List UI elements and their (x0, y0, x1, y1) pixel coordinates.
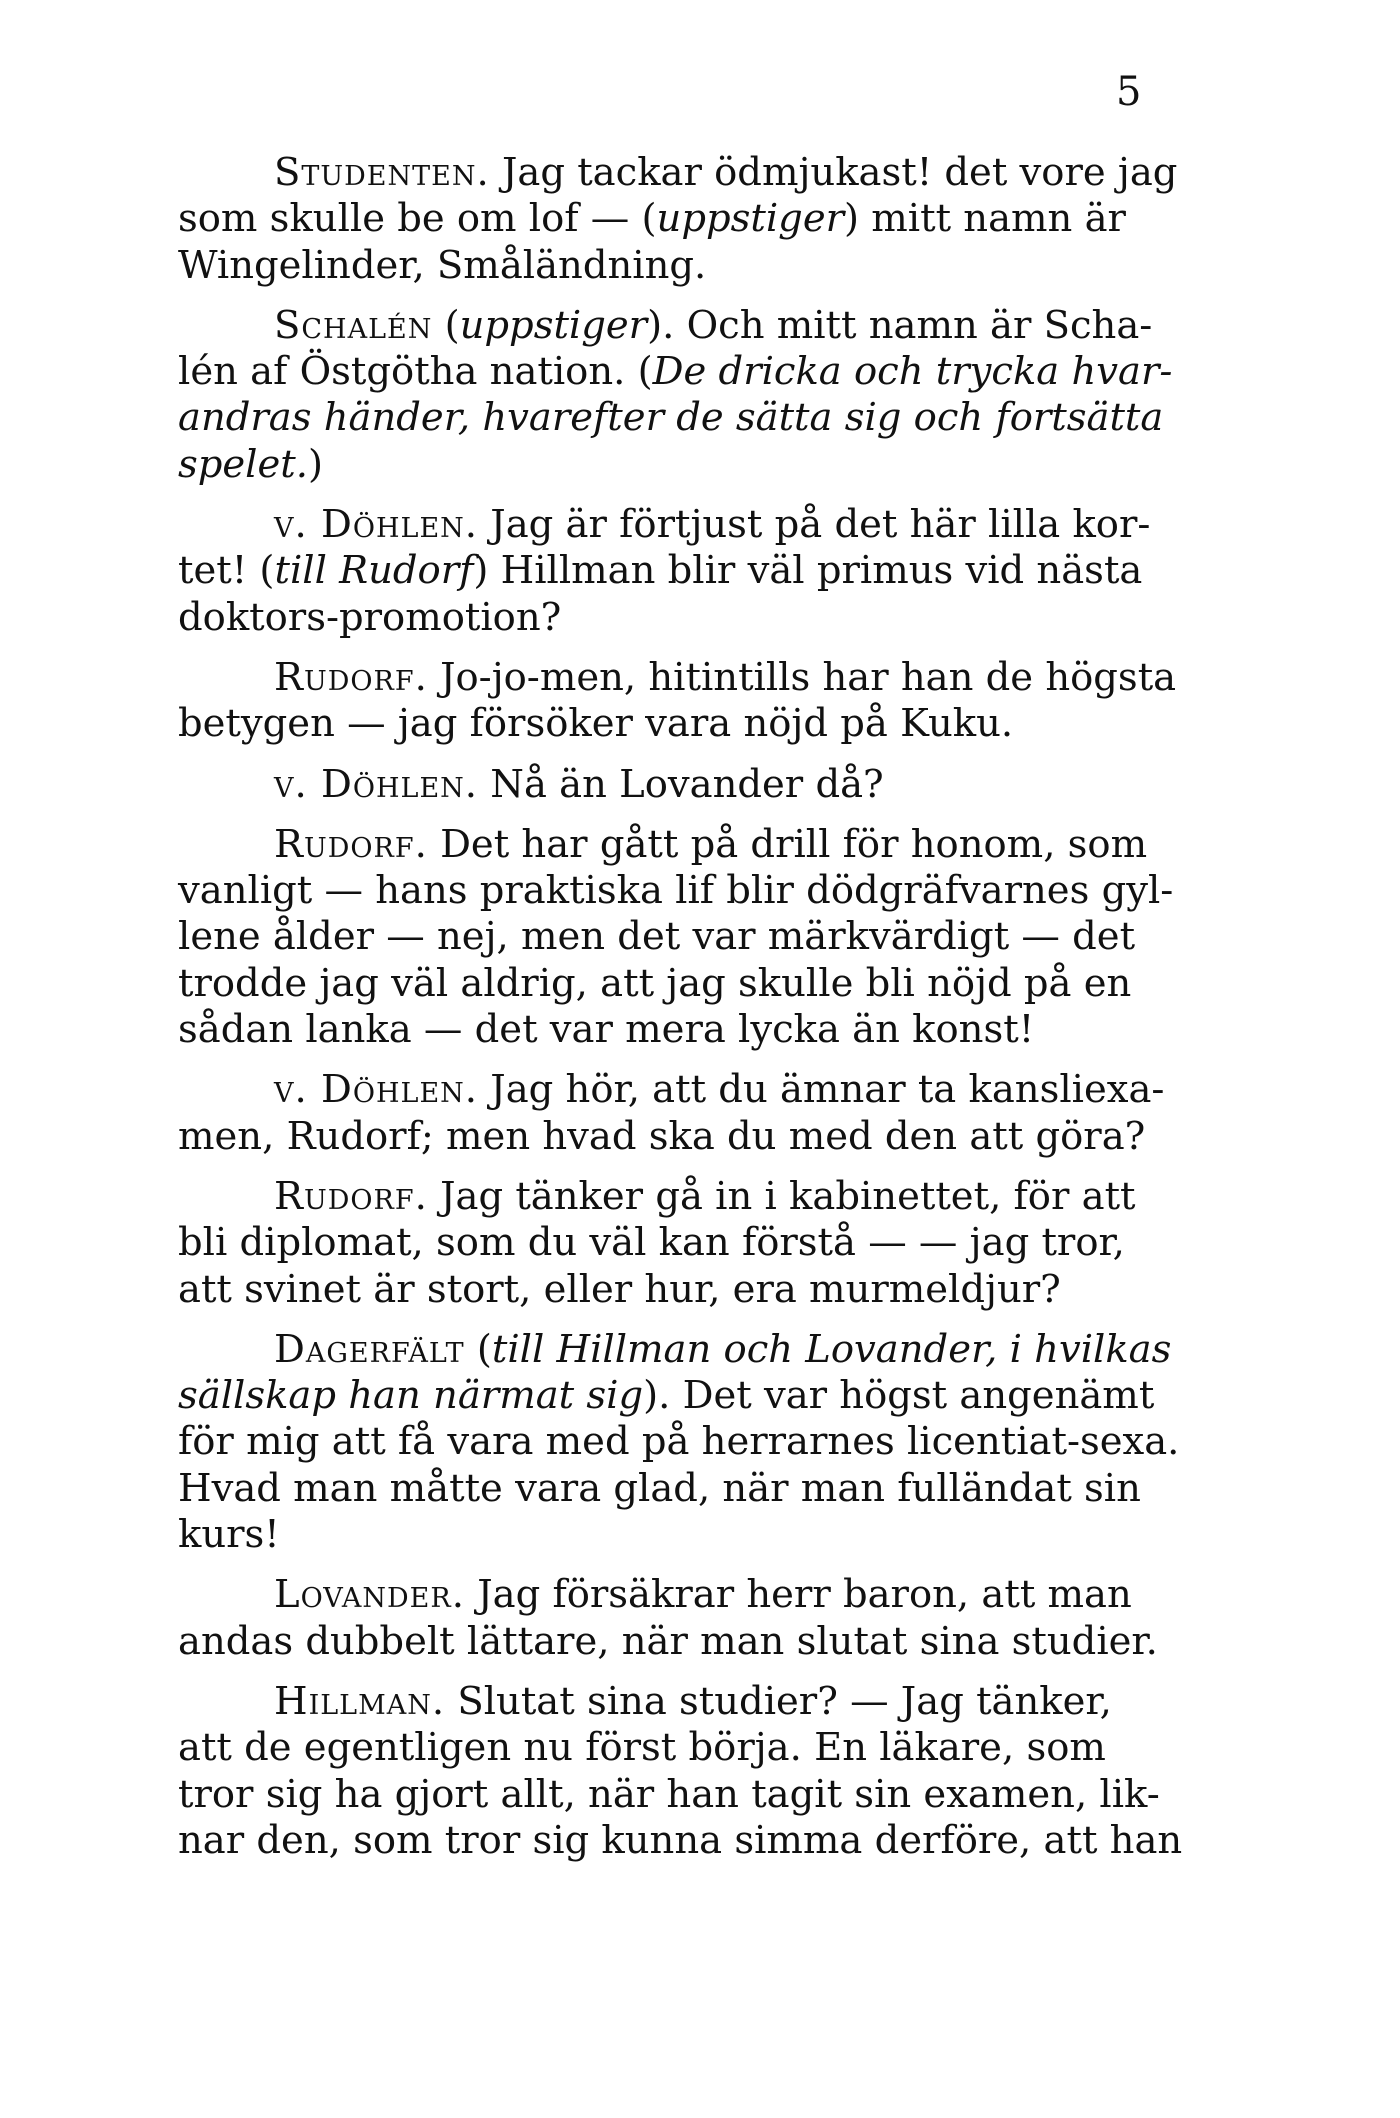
dialogue-text: Nå än Lovander då? (478, 761, 884, 807)
speaker-name: v. Döhlen. (274, 502, 479, 548)
text-line (178, 1007, 1208, 1053)
text-line (178, 1174, 1208, 1220)
text-line (178, 868, 1208, 914)
speech-paragraph (178, 502, 1208, 641)
dialogue-text: vanligt — hans praktiska lif blir dödgräfvarnes gyl- (178, 868, 1174, 914)
dialogue-text: men, Rudorf; men hvad ska du med den att göra? (178, 1113, 1146, 1159)
speaker-name: Lovander. (274, 1572, 465, 1618)
speech-paragraph (178, 822, 1208, 1053)
dialogue-text: betygen — jag försöker vara nöjd på Kuku. (178, 701, 1014, 747)
dialogue-text: Jo-jo-men, hitintills har han de högsta (427, 654, 1177, 700)
stage-direction-text: uppstiger (656, 196, 845, 242)
dialogue-text: ) mitt namn är (844, 196, 1126, 242)
text-line (178, 1725, 1208, 1771)
text-line (178, 1679, 1208, 1725)
dialogue-text: som skulle be om lof — ( (178, 196, 657, 242)
dialogue-text: Jag är förtjust på det här lilla kor- (478, 502, 1151, 548)
dialogue-text: Hvad man måtte vara glad, när man fulländat sin (178, 1465, 1141, 1511)
text-line (178, 196, 1208, 242)
text-line (178, 1267, 1208, 1313)
dialogue-text: Jag tänker gå in i kabinettet, för att (427, 1173, 1136, 1219)
text-line (178, 1327, 1208, 1373)
dialogue-text: doktors-promotion? (178, 594, 562, 640)
speech-paragraph (178, 150, 1208, 289)
text-line (178, 395, 1208, 441)
speech-paragraph (178, 1174, 1208, 1313)
dialogue-text: Det har gått på drill för honom, som (427, 821, 1148, 867)
dialogue-text: Jag tackar ödmjukast! det vore jag (489, 150, 1178, 195)
text-line (178, 762, 1208, 808)
text-line (178, 1772, 1208, 1818)
text-line (178, 548, 1208, 594)
text-line (178, 349, 1208, 395)
dialogue-text: att svinet är stort, eller hur, era murmeldjur? (178, 1266, 1061, 1312)
text-line (178, 502, 1208, 548)
speech-paragraph (178, 1572, 1208, 1665)
dialogue-text: Jag hör, att du ämnar ta kansliexa- (478, 1067, 1165, 1113)
page-body (178, 150, 1208, 1878)
stage-direction-text: sällskap han närmat sig (178, 1373, 644, 1419)
stage-direction-text: spelet. (178, 441, 308, 487)
text-line (178, 1114, 1208, 1160)
stage-direction-text: till Hillman och Lovander, i hvilkas (491, 1326, 1172, 1372)
dialogue-text: ( (464, 1326, 492, 1372)
dialogue-text: bli diplomat, som du väl kan förstå — — jag tror, (178, 1220, 1125, 1266)
text-line (178, 1419, 1208, 1465)
page-number: 5 (1116, 69, 1142, 115)
dialogue-text: ( (432, 302, 460, 348)
speaker-name: Rudorf. (274, 821, 428, 867)
text-line (178, 1572, 1208, 1618)
text-line (178, 1373, 1208, 1419)
text-line (178, 150, 1208, 196)
text-line (178, 243, 1208, 289)
speaker-name: Schalén (274, 302, 433, 348)
text-line (178, 442, 1208, 488)
speaker-name: Studenten. (274, 150, 490, 195)
text-line (178, 595, 1208, 641)
text-line (178, 1067, 1208, 1113)
speech-paragraph (178, 1327, 1208, 1558)
text-line (178, 1466, 1208, 1512)
stage-direction-text: andras händer, hvarefter de sätta sig och fortsätta (178, 395, 1164, 441)
dialogue-text: ) (308, 441, 324, 487)
text-line (178, 914, 1208, 960)
dialogue-text: lén af Östgötha nation. ( (178, 349, 653, 395)
speaker-name: Dagerfält (274, 1326, 465, 1372)
speaker-name: Rudorf. (274, 1173, 428, 1219)
text-line (178, 303, 1208, 349)
speaker-name: Rudorf. (274, 654, 428, 700)
text-line (178, 822, 1208, 868)
stage-direction-text: till Rudorf (274, 548, 474, 594)
dialogue-text: sådan lanka — det var mera lycka än konst! (178, 1007, 1035, 1053)
text-line (178, 1818, 1208, 1864)
text-line (178, 1619, 1208, 1665)
dialogue-text: Slutat sina studier? — Jag tänker, (445, 1678, 1112, 1724)
text-line (178, 1512, 1208, 1558)
dialogue-text: trodde jag väl aldrig, att jag skulle bli nöjd på en (178, 960, 1132, 1006)
dialogue-text: Jag försäkrar herr baron, att man (464, 1572, 1132, 1618)
stage-direction-text: uppstiger (459, 302, 648, 348)
speech-paragraph (178, 762, 1208, 808)
speaker-name: v. Döhlen. (274, 761, 479, 807)
dialogue-text: lene ålder — nej, men det var märkvärdigt — det (178, 914, 1136, 960)
text-line (178, 655, 1208, 701)
dialogue-text: Wingelinder, Småländning. (178, 242, 707, 288)
speech-paragraph (178, 303, 1208, 488)
speech-paragraph (178, 655, 1208, 748)
dialogue-text: för mig att få vara med på herrarnes licentiat-sexa. (178, 1419, 1180, 1465)
dialogue-text: kurs! (178, 1512, 280, 1558)
speech-paragraph (178, 1679, 1208, 1864)
text-line (178, 1220, 1208, 1266)
dialogue-text: nar den, som tror sig kunna simma derföre, att han (178, 1817, 1183, 1863)
text-line (178, 701, 1208, 747)
text-line (178, 961, 1208, 1007)
dialogue-text: att de egentligen nu först börja. En läkare, som (178, 1725, 1106, 1771)
speech-paragraph (178, 1067, 1208, 1160)
dialogue-text: ) Hillman blir väl primus vid nästa (473, 548, 1143, 594)
dialogue-text: ). Och mitt namn är Scha- (647, 302, 1153, 348)
dialogue-text: tet! ( (178, 548, 275, 594)
dialogue-text: ). Det var högst angenämt (643, 1373, 1155, 1419)
speaker-name: Hillman. (274, 1678, 446, 1724)
stage-direction-text: De dricka och trycka hvar- (652, 349, 1173, 395)
dialogue-text: tror sig ha gjort allt, när han tagit sin examen, lik- (178, 1771, 1160, 1817)
speaker-name: v. Döhlen. (274, 1067, 479, 1113)
dialogue-text: andas dubbelt lättare, när man slutat sina studier. (178, 1618, 1158, 1664)
